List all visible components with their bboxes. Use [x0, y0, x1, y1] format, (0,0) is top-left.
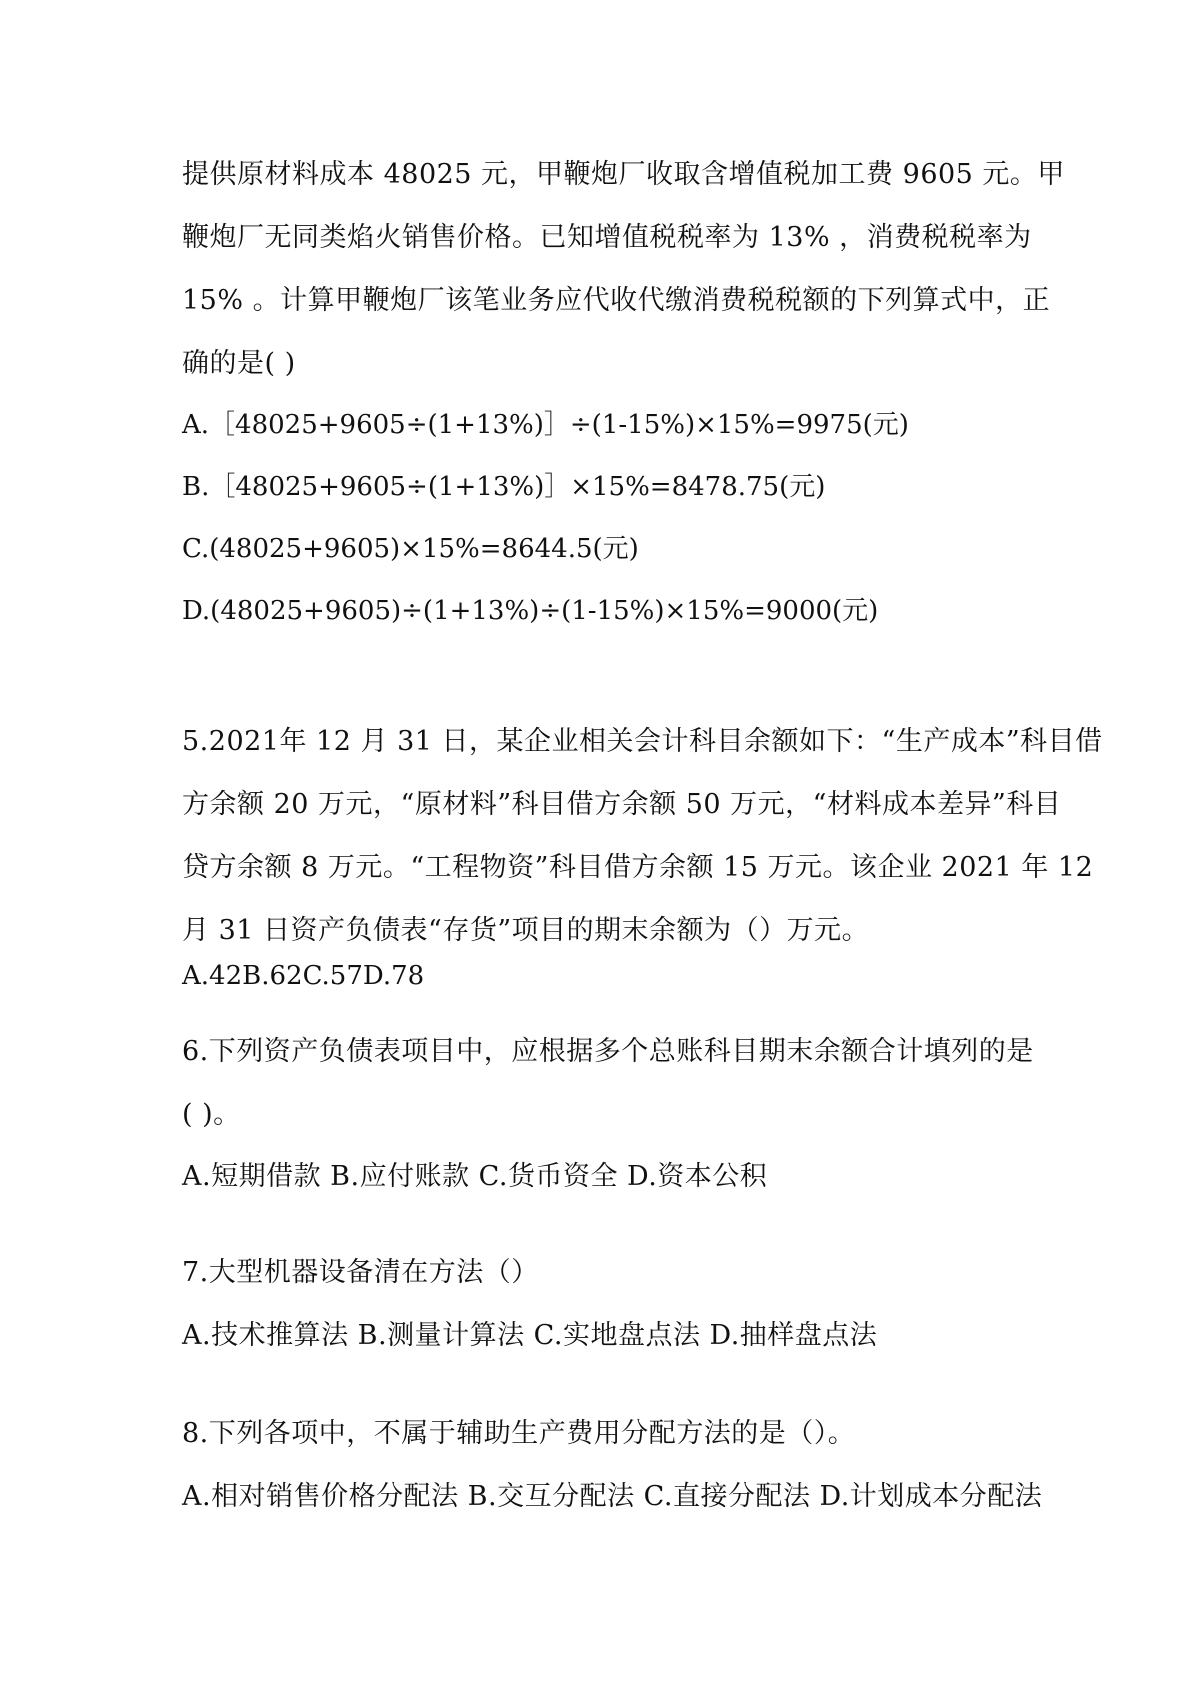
q4-stem-line-3: 15% 。计算甲鞭炮厂该笔业务应代收代缴消费税税额的下列算式中，正: [182, 285, 1051, 316]
q4-stem-line-2: 鞭炮厂无同类焰火销售价格。已知增值税税率为 13% ，消费税税率为: [182, 222, 1032, 253]
q7-stem: 7.大型机器设备清在方法（）: [182, 1257, 539, 1288]
q8-options: A.相对销售价格分配法 B.交互分配法 C.直接分配法 D.计划成本分配法: [182, 1481, 1043, 1512]
q8-stem: 8.下列各项中，不属于辅助生产费用分配方法的是（）。: [182, 1418, 856, 1449]
q6-options: A.短期借款 B.应付账款 C.货币资全 D.资本公积: [182, 1161, 768, 1192]
q4-option-d: D.(48025+9605)÷(1+13%)÷(1-15%)×15%=9000(元): [182, 596, 879, 626]
q5-stem-line-3: 贷方余额 8 万元。“工程物资”科目借方余额 15 万元。该企业 2021 年 12: [182, 852, 1094, 883]
q6-stem-line-1: 6.下列资产负债表项目中，应根据多个总账科目期末余额合计填列的是: [182, 1036, 1034, 1067]
q4-option-b: B.［48025+9605÷(1+13%)］×15%=8478.75(元): [182, 472, 826, 502]
q4-option-c: C.(48025+9605)×15%=8644.5(元): [182, 534, 639, 564]
q5-stem-line-4: 月 31 日资产负债表“存货”项目的期末余额为（）万元。: [182, 915, 870, 946]
q7-options: A.技术推算法 B.测量计算法 C.实地盘点法 D.抽样盘点法: [182, 1320, 878, 1351]
q4-option-a: A.［48025+9605÷(1+13%)］÷(1-15%)×15%=9975(元): [182, 410, 909, 440]
q6-stem-line-2: ( )。: [182, 1099, 241, 1130]
q5-stem-line-2: 方余额 20 万元，“原材料”科目借方余额 50 万元，“材料成本差异”科目: [182, 789, 1062, 820]
q4-stem-line-1: 提供原材料成本 48025 元，甲鞭炮厂收取含增值税加工费 9605 元。甲: [182, 159, 1065, 190]
q5-options: A.42B.62C.57D.78: [182, 961, 425, 991]
q5-stem-line-1: 5.2021年 12 月 31 日，某企业相关会计科目余额如下：“生产成本”科目借: [182, 726, 1103, 757]
q4-stem-line-4: 确的是( ): [182, 348, 296, 379]
